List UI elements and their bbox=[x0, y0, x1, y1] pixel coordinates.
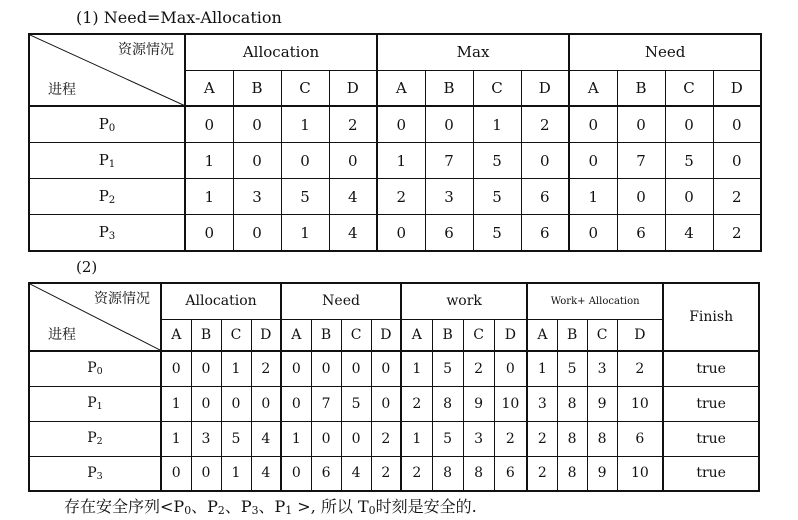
need-cell: 2 bbox=[371, 421, 401, 456]
resource-col-header: C bbox=[463, 319, 494, 351]
work-alloc-cell: 2 bbox=[527, 421, 557, 456]
sequence-separator: 、 bbox=[191, 497, 208, 516]
resource-header-label: 资源情况 bbox=[118, 42, 174, 58]
process-header-label: 进程 bbox=[48, 82, 76, 99]
max-cell: 5 bbox=[473, 179, 521, 215]
need-cell: 4 bbox=[341, 456, 371, 491]
allocation-cell: 0 bbox=[191, 386, 221, 421]
need-cell: 0 bbox=[341, 421, 371, 456]
max-cell: 0 bbox=[425, 106, 473, 142]
resource-col-header: A bbox=[401, 319, 432, 351]
process-label: $P_2$ bbox=[29, 421, 161, 456]
allocation-cell: 0 bbox=[233, 106, 281, 142]
allocation-cell: 4 bbox=[329, 179, 377, 215]
need-cell: 5 bbox=[665, 142, 713, 178]
allocation-cell: 0 bbox=[185, 215, 233, 251]
allocation-cell: 1 bbox=[161, 386, 191, 421]
table2-group-work: work bbox=[401, 283, 527, 319]
need-cell: 6 bbox=[617, 215, 665, 251]
resource-col-header: D bbox=[251, 319, 281, 351]
allocation-cell: 0 bbox=[233, 142, 281, 178]
safe-sequence bbox=[173, 497, 292, 516]
work-alloc-cell: 2 bbox=[527, 456, 557, 491]
need-calculation-table bbox=[28, 33, 762, 252]
resource-col-header: B bbox=[233, 70, 281, 106]
resource-col-header: A bbox=[527, 319, 557, 351]
work-cell: 2 bbox=[401, 386, 432, 421]
need-cell: 0 bbox=[371, 351, 401, 386]
process-label: $P_3$ bbox=[29, 215, 185, 251]
work-alloc-cell: 5 bbox=[557, 351, 587, 386]
allocation-cell: 0 bbox=[233, 215, 281, 251]
resource-col-header: C bbox=[473, 70, 521, 106]
allocation-cell: 5 bbox=[281, 179, 329, 215]
allocation-cell: 0 bbox=[161, 351, 191, 386]
work-cell: 2 bbox=[463, 351, 494, 386]
need-cell: 5 bbox=[341, 386, 371, 421]
allocation-cell: 0 bbox=[221, 386, 251, 421]
work-cell: 1 bbox=[401, 421, 432, 456]
max-cell: 0 bbox=[521, 142, 569, 178]
max-cell: 7 bbox=[425, 142, 473, 178]
resource-col-header: A bbox=[185, 70, 233, 106]
work-alloc-cell: 8 bbox=[587, 421, 617, 456]
process-label: $P_0$ bbox=[29, 351, 161, 386]
allocation-cell: 0 bbox=[251, 386, 281, 421]
part1-label: (1) bbox=[76, 8, 99, 27]
need-cell: 6 bbox=[311, 456, 341, 491]
need-cell: 4 bbox=[665, 215, 713, 251]
table-row bbox=[29, 421, 759, 456]
max-cell: 3 bbox=[425, 179, 473, 215]
need-cell: 0 bbox=[569, 106, 617, 142]
allocation-cell: 4 bbox=[329, 215, 377, 251]
need-cell: 0 bbox=[281, 386, 311, 421]
need-cell: 2 bbox=[713, 215, 761, 251]
resource-col-header: A bbox=[569, 70, 617, 106]
allocation-cell: 4 bbox=[251, 421, 281, 456]
table-row bbox=[29, 106, 761, 142]
resource-col-header: A bbox=[377, 70, 425, 106]
conclusion-prefix: 存在安全序列< bbox=[64, 497, 174, 516]
resource-col-header: B bbox=[557, 319, 587, 351]
allocation-cell: 1 bbox=[281, 106, 329, 142]
need-cell: 1 bbox=[281, 421, 311, 456]
sequence-separator: 、 bbox=[224, 497, 241, 516]
need-cell: 1 bbox=[569, 179, 617, 215]
table2-group-finish: Finish bbox=[663, 283, 759, 351]
allocation-cell: 0 bbox=[191, 456, 221, 491]
resource-col-header: D bbox=[617, 319, 663, 351]
resource-header-label: 资源情况 bbox=[94, 291, 150, 307]
process-label: $P_1$ bbox=[29, 142, 185, 178]
finish-cell: true bbox=[663, 456, 759, 491]
max-cell: 6 bbox=[425, 215, 473, 251]
max-cell: 2 bbox=[377, 179, 425, 215]
resource-col-header: C bbox=[281, 70, 329, 106]
time-label: $T_0$ bbox=[357, 497, 376, 518]
table2-group-need: Need bbox=[281, 283, 401, 319]
need-cell: 0 bbox=[371, 386, 401, 421]
finish-cell: true bbox=[663, 351, 759, 386]
need-cell: 0 bbox=[569, 215, 617, 251]
resource-col-header: A bbox=[161, 319, 191, 351]
work-cell: 2 bbox=[494, 421, 527, 456]
allocation-cell: 3 bbox=[191, 421, 221, 456]
work-alloc-cell: 9 bbox=[587, 386, 617, 421]
part2-label: (2) bbox=[76, 258, 98, 276]
sequence-separator: 、 bbox=[258, 497, 275, 516]
resource-col-header: C bbox=[341, 319, 371, 351]
work-alloc-cell: 9 bbox=[587, 456, 617, 491]
work-cell: 0 bbox=[494, 351, 527, 386]
process-label: $P_2$ bbox=[29, 179, 185, 215]
allocation-cell: 1 bbox=[281, 215, 329, 251]
conclusion-suffix: 时刻是安全的. bbox=[375, 497, 477, 516]
table-row bbox=[29, 456, 759, 491]
work-cell: 9 bbox=[463, 386, 494, 421]
work-cell: 8 bbox=[432, 386, 463, 421]
work-cell: 10 bbox=[494, 386, 527, 421]
conclusion-text bbox=[64, 494, 477, 517]
resource-col-header: A bbox=[281, 319, 311, 351]
need-cell: 0 bbox=[311, 351, 341, 386]
max-cell: 6 bbox=[521, 179, 569, 215]
work-alloc-cell: 6 bbox=[617, 421, 663, 456]
allocation-cell: 1 bbox=[185, 179, 233, 215]
need-cell: 2 bbox=[713, 179, 761, 215]
work-cell: 5 bbox=[432, 421, 463, 456]
process-header-label: 进程 bbox=[48, 327, 76, 343]
resource-col-header: D bbox=[713, 70, 761, 106]
resource-col-header: B bbox=[432, 319, 463, 351]
table-row bbox=[29, 215, 761, 251]
allocation-cell: 0 bbox=[329, 142, 377, 178]
resource-col-header: B bbox=[425, 70, 473, 106]
resource-col-header: C bbox=[587, 319, 617, 351]
max-cell: 0 bbox=[377, 106, 425, 142]
allocation-cell: 2 bbox=[329, 106, 377, 142]
sequence-process: $P_3$ bbox=[240, 497, 259, 518]
allocation-cell: 3 bbox=[233, 179, 281, 215]
work-alloc-cell: 3 bbox=[587, 351, 617, 386]
max-cell: 1 bbox=[473, 106, 521, 142]
work-cell: 6 bbox=[494, 456, 527, 491]
need-cell: 7 bbox=[617, 142, 665, 178]
table1-corner-header bbox=[29, 34, 185, 106]
resource-col-header: C bbox=[665, 70, 713, 106]
allocation-cell: 1 bbox=[221, 351, 251, 386]
max-cell: 1 bbox=[377, 142, 425, 178]
work-alloc-cell: 10 bbox=[617, 456, 663, 491]
resource-col-header: D bbox=[329, 70, 377, 106]
table2-group-allocation: Allocation bbox=[161, 283, 281, 319]
allocation-cell: 2 bbox=[251, 351, 281, 386]
table-row bbox=[29, 351, 759, 386]
resource-col-header: C bbox=[221, 319, 251, 351]
max-cell: 5 bbox=[473, 215, 521, 251]
sequence-process: $P_1$ bbox=[274, 497, 293, 518]
process-label: $P_0$ bbox=[29, 106, 185, 142]
resource-col-header: D bbox=[371, 319, 401, 351]
conclusion-middle: >, 所以 bbox=[292, 497, 358, 516]
max-cell: 0 bbox=[377, 215, 425, 251]
sequence-process: $P_0$ bbox=[173, 497, 192, 518]
need-cell: 0 bbox=[281, 351, 311, 386]
work-cell: 8 bbox=[463, 456, 494, 491]
allocation-cell: 1 bbox=[161, 421, 191, 456]
allocation-cell: 0 bbox=[191, 351, 221, 386]
need-cell: 2 bbox=[371, 456, 401, 491]
need-cell: 0 bbox=[311, 421, 341, 456]
resource-col-header: D bbox=[494, 319, 527, 351]
resource-col-header: B bbox=[191, 319, 221, 351]
work-alloc-cell: 8 bbox=[557, 421, 587, 456]
work-alloc-cell: 2 bbox=[617, 351, 663, 386]
safety-check-table bbox=[28, 282, 760, 492]
table1-group-max: Max bbox=[377, 34, 569, 70]
max-cell: 5 bbox=[473, 142, 521, 178]
need-cell: 0 bbox=[713, 142, 761, 178]
table2-corner-header bbox=[29, 283, 161, 351]
need-cell: 0 bbox=[617, 179, 665, 215]
allocation-cell: 1 bbox=[185, 142, 233, 178]
max-cell: 2 bbox=[521, 106, 569, 142]
process-label: $P_1$ bbox=[29, 386, 161, 421]
finish-cell: true bbox=[663, 421, 759, 456]
part1-heading bbox=[76, 8, 282, 27]
work-cell: 2 bbox=[401, 456, 432, 491]
process-label: $P_3$ bbox=[29, 456, 161, 491]
allocation-cell: 4 bbox=[251, 456, 281, 491]
finish-cell: true bbox=[663, 386, 759, 421]
table-row bbox=[29, 179, 761, 215]
work-alloc-cell: 1 bbox=[527, 351, 557, 386]
table-row bbox=[29, 142, 761, 178]
need-cell: 0 bbox=[281, 456, 311, 491]
work-alloc-cell: 8 bbox=[557, 456, 587, 491]
need-cell: 7 bbox=[311, 386, 341, 421]
part1-formula: Need=Max-Allocation bbox=[103, 8, 282, 27]
work-cell: 1 bbox=[401, 351, 432, 386]
resource-col-header: B bbox=[617, 70, 665, 106]
allocation-cell: 5 bbox=[221, 421, 251, 456]
allocation-cell: 1 bbox=[221, 456, 251, 491]
resource-col-header: B bbox=[311, 319, 341, 351]
sequence-process: $P_2$ bbox=[207, 497, 225, 518]
table1-group-need: Need bbox=[569, 34, 761, 70]
work-cell: 8 bbox=[432, 456, 463, 491]
need-cell: 0 bbox=[665, 179, 713, 215]
work-alloc-cell: 3 bbox=[527, 386, 557, 421]
work-alloc-cell: 10 bbox=[617, 386, 663, 421]
resource-col-header: D bbox=[521, 70, 569, 106]
table2-group-work-allocation: Work+ Allocation bbox=[527, 283, 663, 319]
work-cell: 5 bbox=[432, 351, 463, 386]
allocation-cell: 0 bbox=[185, 106, 233, 142]
need-cell: 0 bbox=[665, 106, 713, 142]
need-cell: 0 bbox=[569, 142, 617, 178]
work-cell: 3 bbox=[463, 421, 494, 456]
need-cell: 0 bbox=[713, 106, 761, 142]
need-cell: 0 bbox=[341, 351, 371, 386]
table-row bbox=[29, 386, 759, 421]
max-cell: 6 bbox=[521, 215, 569, 251]
work-alloc-cell: 8 bbox=[557, 386, 587, 421]
table1-group-allocation: Allocation bbox=[185, 34, 377, 70]
need-cell: 0 bbox=[617, 106, 665, 142]
allocation-cell: 0 bbox=[281, 142, 329, 178]
allocation-cell: 0 bbox=[161, 456, 191, 491]
